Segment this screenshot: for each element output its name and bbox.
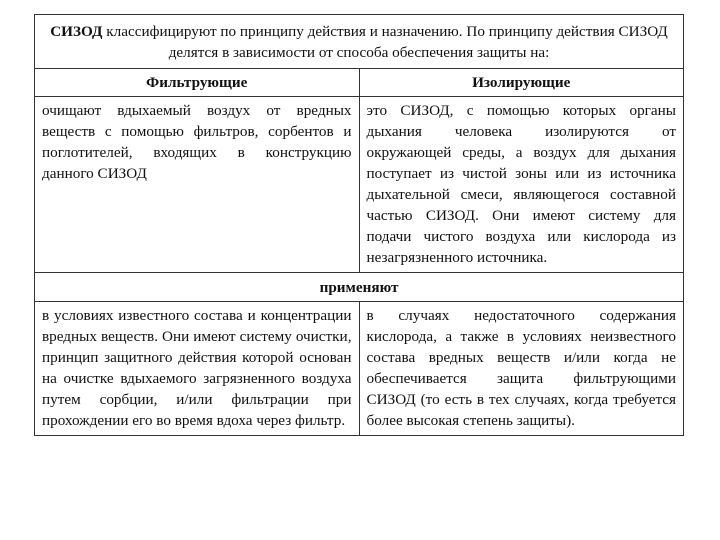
usage-isolating: в случаях недостаточного содержания кислорода, а также в условиях неизвестного состава вредных веществ и/или когда не обеспечивается защита фильтрующими СИЗОД (то есть в тех случаях, когда требуется более высокая степень защиты). [366, 307, 676, 429]
description-row [35, 96, 683, 272]
header-row [35, 68, 683, 96]
intro-cell [35, 15, 683, 68]
intro-text: классифицируют по принципу действия и назначению. По принципу действия СИЗОД делятся в зависимости от способа обеспечения защиты на: [102, 23, 668, 61]
header-filtering: Фильтрующие [35, 69, 360, 96]
usage-filtering: в условиях известного состава и концентрации вредных веществ. Они имеют систему очистки, принцип защитного действия которой основан на очистке вдыхаемого загрязненного воздуха путем сорбции, и/или фильтрации при прохождении его во время вдоха через фильтр. [35, 302, 360, 435]
usage-row [35, 301, 683, 435]
intro-term: СИЗОД [50, 23, 103, 40]
description-filtering: очищают вдыхаемый воздух от вредных веществ с помощью фильтров, сорбентов и поглотителей, входящих в конструкцию данного СИЗОД [35, 97, 360, 272]
usage-header: применяют [35, 272, 683, 301]
header-isolating: Изолирующие [472, 74, 571, 91]
description-isolating: это СИЗОД, с помощью которых органы дыхания человека изолируются от окружающей среды, а воздух для дыхания поступает из чистой зоны или из источника дыхательной смеси, являющегося составной частью СИЗОД. Они имеют систему для подачи чистого воздуха или кислорода из незагрязненного источника. [366, 102, 676, 266]
classification-table [34, 14, 684, 436]
